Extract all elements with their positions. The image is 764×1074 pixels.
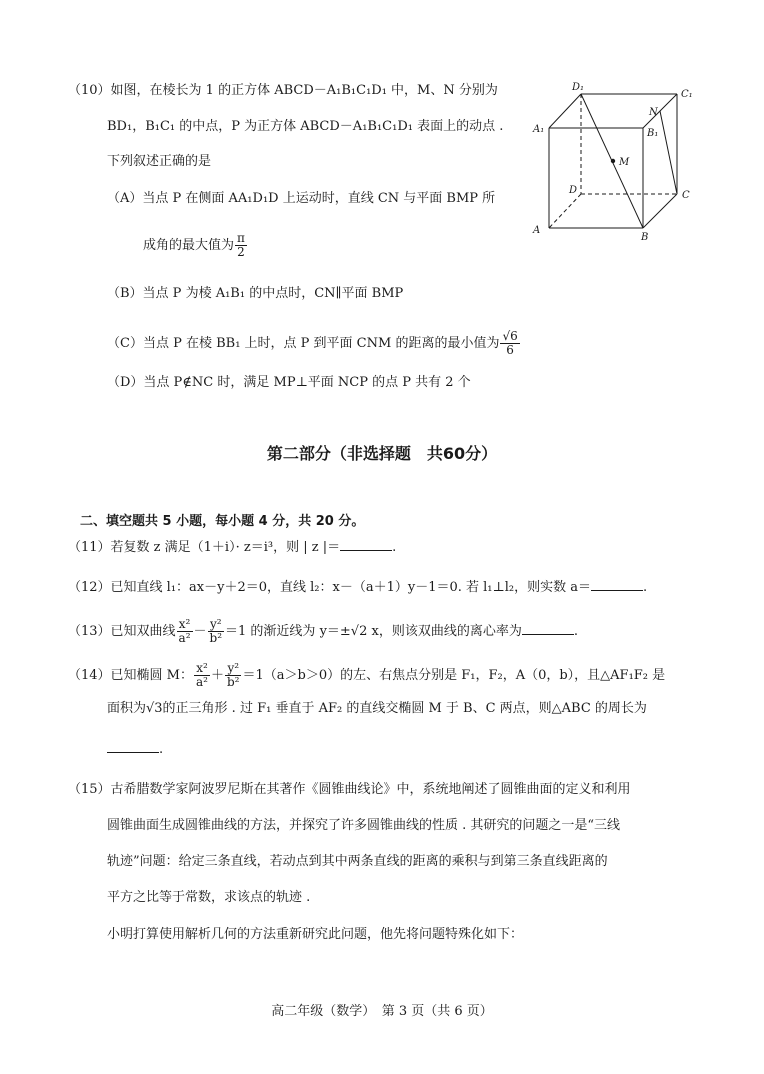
fraction-numerator: π — [237, 231, 245, 245]
edge-b-c — [643, 194, 677, 228]
q12-answer-blank[interactable] — [591, 578, 643, 591]
page-footer: 高二年级（数学） 第 3 页（共 6 页） — [271, 1004, 493, 1019]
fraction-numerator: x² — [177, 618, 193, 632]
q10-option-a-line2 — [143, 232, 248, 259]
q10-option-a-fraction — [235, 232, 247, 259]
q10-line2: BD₁，B₁C₁ 的中点，P 为正方体 ABCD－A₁B₁C₁D₁ 表面上的动点 . — [107, 119, 504, 134]
hidden-edge-d-a — [549, 194, 581, 228]
q13-minus: － — [193, 624, 207, 639]
q14-fraction-x — [194, 662, 210, 689]
q10-option-c-fraction — [500, 330, 519, 357]
q14-prefix: （14）已知椭圆 M： — [68, 668, 193, 683]
q10-stem-1: 如图，在棱长为 1 的正方体 ABCD－A₁B₁C₁D₁ 中，M、N 分别为 — [110, 83, 498, 98]
q14-line2: 面积为√3的正三角形 . 过 F₁ 垂直于 AF₂ 的直线交椭圆 M 于 B、C 两点，则△ABC 的周长为 — [107, 701, 647, 716]
label-m: M — [619, 157, 630, 168]
section2-title: 二、填空题共 5 小题，每小题 4 分，共 20 分。 — [80, 514, 365, 529]
q13-answer-blank[interactable] — [522, 622, 574, 635]
part2-heading: 第二部分（非选择题 共60分） — [266, 444, 498, 463]
fraction-denominator: a² — [178, 631, 191, 645]
q10-option-d: （D）当点 P∉NC 时，满足 MP⊥平面 NCP 的点 P 共有 2 个 — [107, 375, 471, 390]
label-b: B — [641, 232, 649, 243]
q14-answer-blank[interactable] — [107, 740, 159, 753]
q11-period: . — [392, 540, 397, 555]
q13-prefix: （13）已知双曲线 — [68, 624, 176, 639]
q14-period: . — [159, 742, 164, 757]
q10-option-c-text: （C）当点 P 在棱 BB₁ 上时，点 P 到平面 CNM 的距离的最小值为 — [107, 336, 500, 351]
q11 — [68, 538, 396, 557]
q11-text: （11）若复数 z 满足（1＋i）· z＝i³，则 | z |＝ — [68, 540, 341, 555]
fraction-numerator: x² — [194, 662, 210, 676]
q14-line3 — [107, 740, 163, 759]
q14-fraction-y — [225, 662, 242, 689]
q10-option-b: （B）当点 P 为棱 A₁B₁ 的中点时，CN∥平面 BMP — [107, 286, 404, 301]
label-d1: D₁ — [572, 82, 585, 93]
fraction-denominator: a² — [196, 675, 208, 689]
edge-a1-d1 — [549, 94, 581, 128]
q13-period: . — [573, 624, 578, 639]
fraction-denominator: b² — [209, 631, 223, 645]
fraction-numerator: √6 — [502, 329, 518, 343]
fraction-numerator: y² — [225, 662, 242, 676]
q12-period: . — [643, 580, 648, 595]
label-d: D — [569, 185, 578, 196]
q11-answer-blank[interactable] — [340, 538, 392, 551]
q14-line1 — [68, 662, 665, 689]
point-m — [611, 159, 615, 163]
q10-option-c — [107, 330, 521, 357]
q15-line5: 小明打算使用解析几何的方法重新研究此问题，他先将问题特殊化如下： — [107, 927, 524, 942]
q15-line2: 圆锥曲面生成圆锥曲线的方法，并探究了许多圆锥曲线的性质 . 其研究的问题之一是“三线 — [107, 818, 621, 833]
label-c1: C₁ — [681, 89, 693, 100]
q15-line4: 平方之比等于常数，求该点的轨迹 . — [107, 890, 311, 905]
q12 — [68, 578, 647, 597]
cube-figure — [525, 78, 705, 243]
fraction-denominator: b² — [226, 675, 240, 689]
q13-suffix: ＝1 的渐近线为 y＝±√2 x，则该双曲线的离心率为 — [225, 624, 522, 639]
q12-text: （12）已知直线 l₁：ax－y＋2＝0，直线 l₂：x－（a＋1）y－1＝0. 若 l₁⊥l₂，则实数 a＝ — [68, 580, 591, 595]
q13 — [68, 618, 578, 645]
label-a1: A₁ — [533, 124, 545, 135]
q10-option-a-text: 成角的最大值为 — [143, 238, 235, 253]
label-n: N — [649, 107, 658, 118]
q10-line1 — [68, 82, 498, 100]
segment-n-c — [660, 111, 677, 194]
label-b1: B₁ — [647, 128, 659, 139]
q14-suffix: ＝1（a＞b＞0）的左、右焦点分别是 F₁，F₂，A（0，b），且△AF₁F₂ 是 — [242, 668, 666, 683]
fraction-numerator: y² — [208, 618, 225, 632]
q15-line3: 轨迹”问题：给定三条直线，若动点到其中两条直线的距离的乘积与到第三条直线距离的 — [107, 854, 608, 869]
q10-line3: 下列叙述正确的是 — [107, 154, 212, 169]
fraction-denominator: 6 — [506, 343, 514, 357]
q10-number: （10） — [68, 83, 111, 98]
q13-fraction-x — [177, 618, 193, 645]
q13-fraction-y — [208, 618, 225, 645]
fraction-denominator: 2 — [237, 245, 245, 259]
q15-line1: （15）古希腊数学家阿波罗尼斯在其著作《圆锥曲线论》中，系统地阐述了圆锥曲面的定义和利用 — [68, 782, 631, 797]
label-c: C — [682, 190, 690, 201]
q10-option-a-line1: （A）当点 P 在侧面 AA₁D₁D 上运动时，直线 CN 与平面 BMP 所 — [107, 191, 496, 206]
label-a: A — [533, 225, 541, 236]
q14-plus: ＋ — [210, 668, 224, 683]
